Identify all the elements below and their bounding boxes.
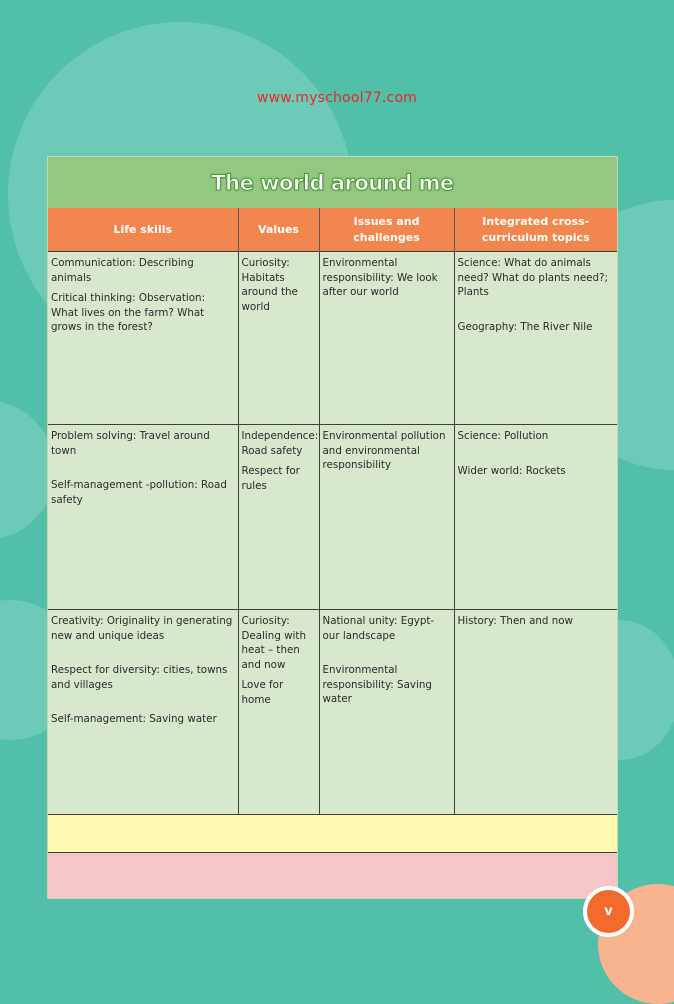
entry: Critical thinking: Observation: What lives on the farm? What grows in the forest? (51, 292, 206, 334)
header-topics: Integrated cross-curriculum topics (454, 208, 617, 252)
header-row (48, 208, 617, 252)
cell-values (238, 252, 319, 425)
pink-band (48, 853, 617, 898)
entry: Environmental responsibility: Saving water (322, 664, 432, 706)
header-issues: Issues and challenges (319, 208, 454, 252)
header-values: Values (238, 208, 319, 252)
entry: Respect for rules (241, 465, 300, 492)
page-number-badge: v (583, 886, 634, 937)
entry: History: Then and now (457, 615, 573, 627)
cell-values (238, 425, 319, 610)
entry: Self-management: Saving water (51, 713, 217, 726)
cell-life-skills (48, 252, 238, 425)
table-row (48, 610, 617, 815)
entry: Problem solving: Travel around town (51, 430, 210, 457)
cell-issues (319, 610, 454, 815)
entry: Environmental responsibility: We look after our world (322, 257, 438, 299)
entry: Science: Pollution (457, 430, 549, 442)
entry: Environmental pollution and environmental responsibility (322, 430, 446, 472)
cell-topics (454, 252, 617, 425)
entry: Wider world: Rockets (457, 464, 566, 477)
entry: Independence: Road safety (241, 430, 319, 457)
entry: Love for home (241, 679, 284, 706)
table-row (48, 425, 617, 610)
entry: Curiosity: Dealing with heat – then and now (241, 615, 306, 671)
site-url-watermark[interactable]: www.myschool77.com (256, 90, 418, 106)
curriculum-panel (47, 156, 618, 899)
cell-topics (454, 610, 617, 815)
entry: Curiosity: Habitats around the world (241, 257, 298, 313)
entry: National unity: Egypt- our landscape (322, 615, 435, 642)
cell-issues (319, 252, 454, 425)
cell-issues (319, 425, 454, 610)
entry: Respect for diversity: cities, towns and villages (51, 664, 228, 691)
header-life-skills: Life skills (48, 208, 238, 252)
yellow-band (48, 815, 617, 853)
title-bar (48, 157, 617, 208)
cell-life-skills (48, 610, 238, 815)
cell-topics (454, 425, 617, 610)
page-title: The world around me (211, 170, 454, 195)
entry: Science: What do animals need? What do plants need?; Plants (457, 257, 608, 299)
entry: Communication: Describing animals (51, 257, 194, 284)
entry: Geography: The River Nile (457, 320, 593, 333)
cell-values (238, 610, 319, 815)
entry: Creativity: Originality in generating new and unique ideas (51, 615, 233, 642)
table-row (48, 252, 617, 425)
curriculum-table (48, 208, 617, 815)
cell-life-skills (48, 425, 238, 610)
entry: Self-management -pollution: Road safety (51, 479, 227, 506)
